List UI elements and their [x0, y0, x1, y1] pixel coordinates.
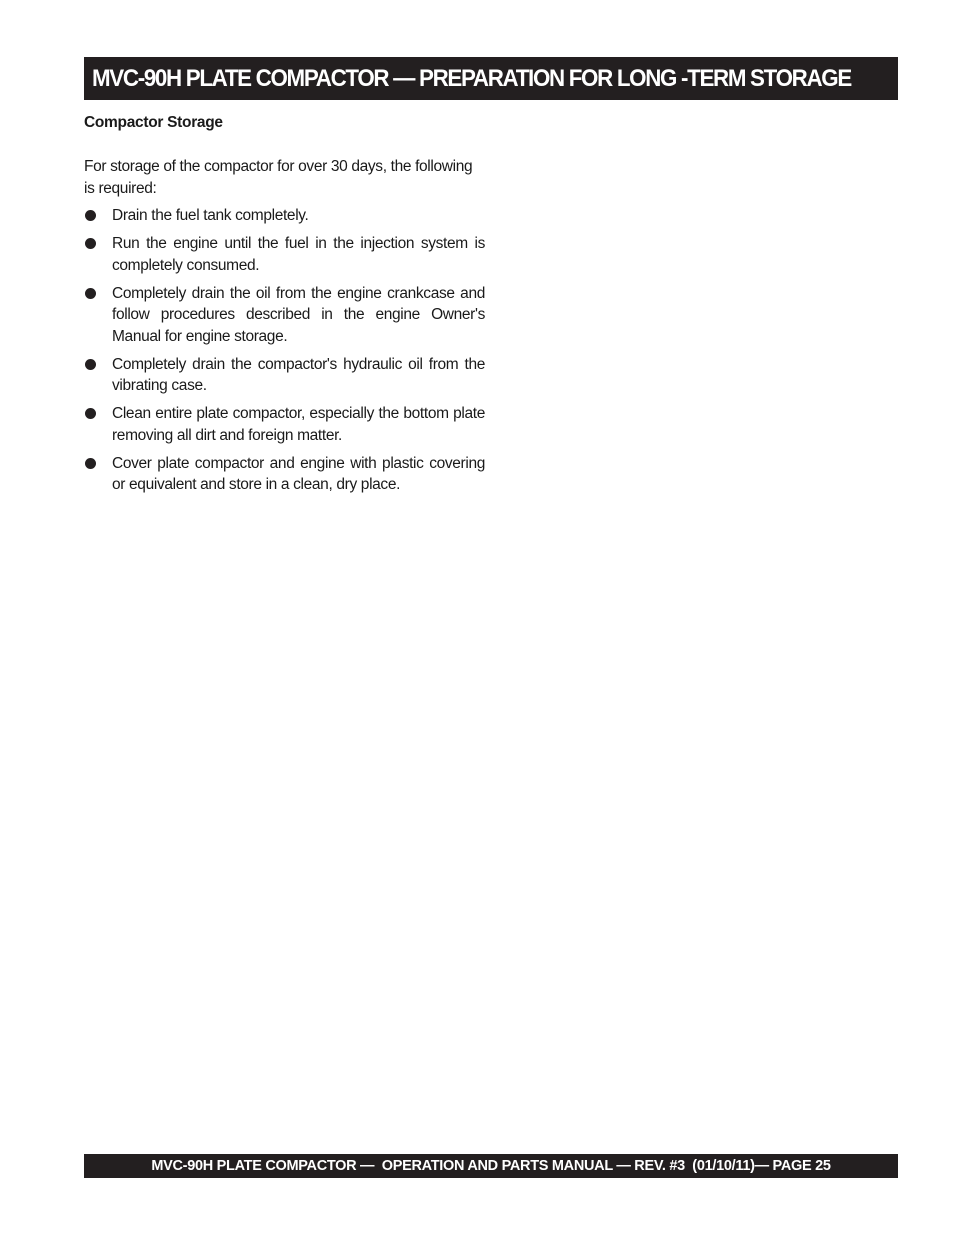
page-title-bar — [84, 57, 898, 100]
page-footer: MVC-90H PLATE COMPACTOR — OPERATION AND PARTS MANUAL — REV. #3 (01/10/11)— PAGE 25 — [84, 1154, 898, 1178]
list-item — [84, 403, 485, 446]
bullet-icon — [85, 288, 96, 299]
requirements-list — [84, 205, 485, 496]
list-item-text: Clean entire plate compactor, especially the bottom plate removing all dirt and foreign matter. — [112, 405, 485, 444]
bullet-icon — [85, 408, 96, 419]
list-item — [84, 283, 485, 348]
bullet-icon — [85, 359, 96, 370]
section-body — [84, 156, 485, 502]
list-item-text: Run the engine until the fuel in the injection system is completely consumed. — [112, 235, 485, 274]
list-item-text: Completely drain the oil from the engine crankcase and follow procedures described in the engine Owner's Manual for engine storage. — [112, 284, 485, 345]
list-item — [84, 233, 485, 276]
list-item-text: Cover plate compactor and engine with plastic covering or equivalent and store in a clean, dry place. — [112, 454, 485, 493]
bullet-icon — [85, 458, 96, 469]
list-item — [84, 453, 485, 496]
bullet-icon — [85, 238, 96, 249]
list-item — [84, 205, 485, 227]
section-heading: Compactor Storage — [84, 114, 223, 131]
page-title: MVC-90H PLATE COMPACTOR — PREPARATION FOR LONG -TERM STORAGE — [92, 64, 851, 92]
bullet-icon — [85, 210, 96, 221]
list-item-text: Drain the fuel tank completely. — [112, 207, 309, 224]
list-item-text: Completely drain the compactor's hydraulic oil from the vibrating case. — [112, 355, 485, 394]
list-item — [84, 354, 485, 397]
intro-paragraph: For storage of the compactor for over 30 days, the following is required: — [84, 158, 473, 197]
